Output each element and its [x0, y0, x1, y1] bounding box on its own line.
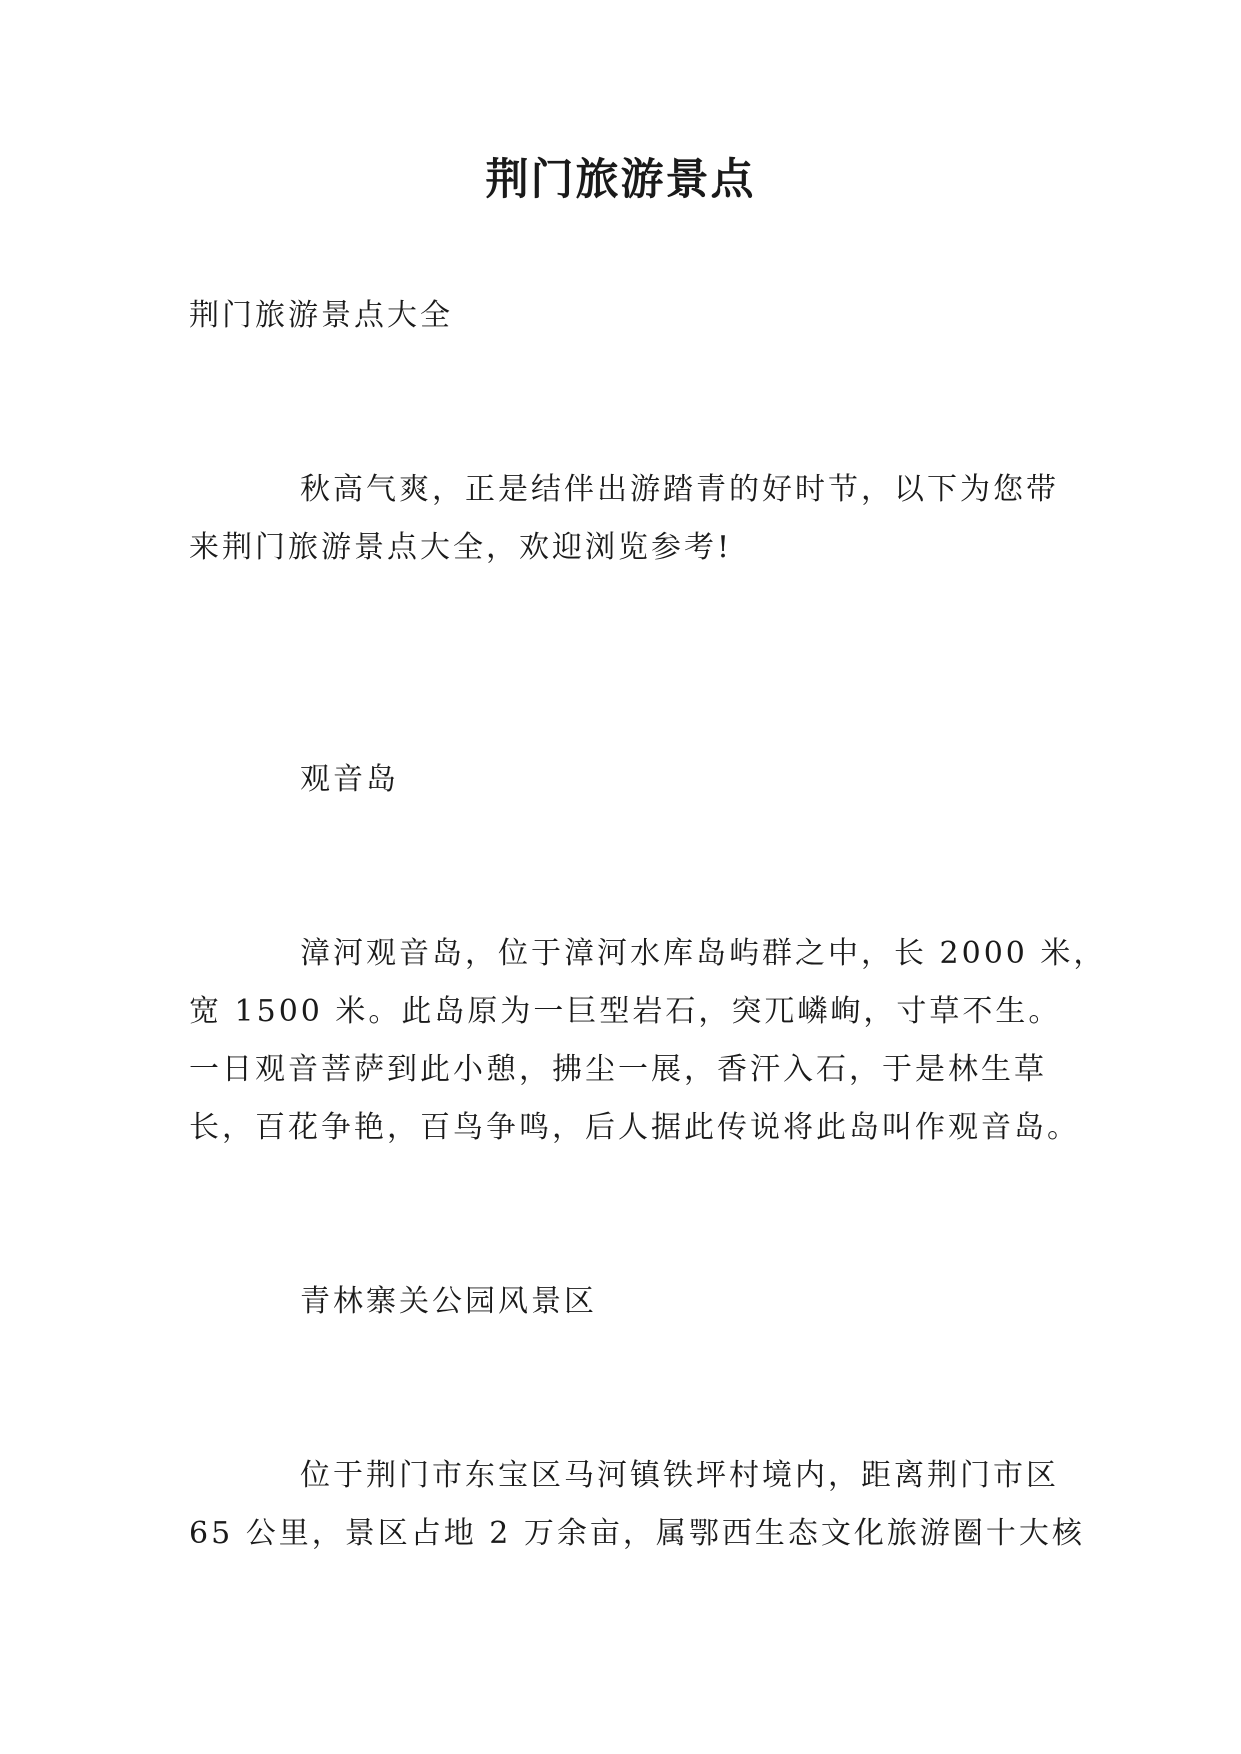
- section-1-line-3: 一日观音菩萨到此小憩，拂尘一展，香汗入石，于是林生草: [189, 1052, 1047, 1087]
- section-1-line-4: 长，百花争艳，百鸟争鸣，后人据此传说将此岛叫作观音岛。: [189, 1110, 1080, 1145]
- section-heading-guanyin-island: 观音岛: [300, 762, 399, 797]
- page-title: 荆门旅游景点: [485, 155, 756, 205]
- section-1-line-1: 漳河观音岛，位于漳河水库岛屿群之中，长 2000 米，: [300, 936, 1107, 971]
- intro-line-2: 来荆门旅游景点大全，欢迎浏览参考!: [189, 530, 733, 565]
- document-subtitle: 荆门旅游景点大全: [189, 298, 453, 333]
- section-2-line-1: 位于荆门市东宝区马河镇铁坪村境内，距离荆门市区: [300, 1458, 1059, 1493]
- intro-line-1: 秋高气爽，正是结伴出游踏青的好时节，以下为您带: [300, 472, 1059, 507]
- section-heading-qinglinzhai: 青林寨关公园风景区: [300, 1284, 597, 1319]
- section-2-line-2: 65 公里，景区占地 2 万余亩，属鄂西生态文化旅游圈十大核: [189, 1516, 1085, 1551]
- section-1-line-2: 宽 1500 米。此岛原为一巨型岩石，突兀嶙峋，寸草不生。: [189, 994, 1062, 1029]
